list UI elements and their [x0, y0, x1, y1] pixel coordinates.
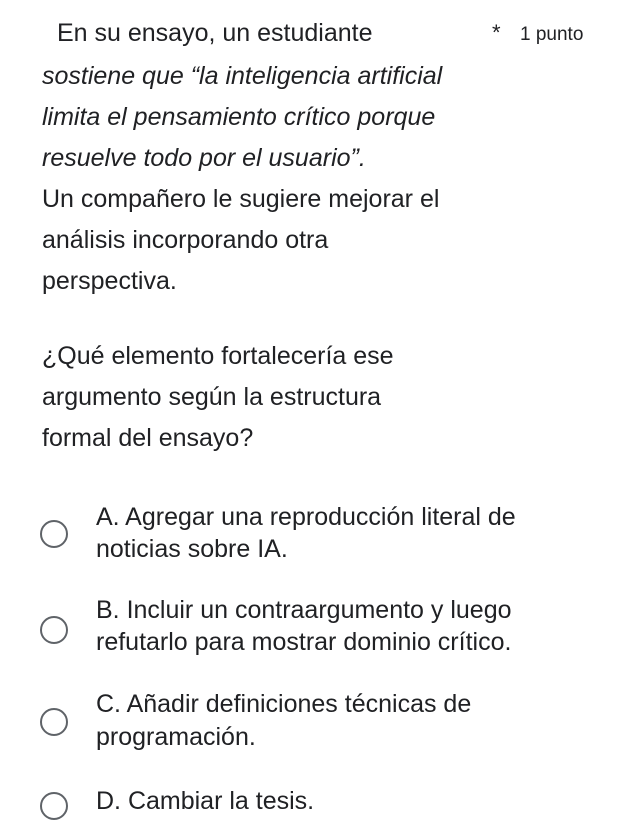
question-context-line: Un compañero le sugiere mejorar el: [42, 185, 440, 213]
answer-option-label: A. Agregar una reproducción literal de: [96, 503, 516, 531]
question-quote-line: resuelve todo por el usuario”.: [42, 144, 366, 172]
question-prompt-line: formal del ensayo?: [42, 424, 254, 452]
required-asterisk: *: [492, 20, 501, 45]
answer-option-label: noticias sobre IA.: [96, 535, 288, 563]
answer-option-a[interactable]: [40, 500, 600, 572]
answer-option-label: C. Añadir definiciones técnicas de: [96, 690, 472, 718]
answer-option-label: D. Cambiar la tesis.: [96, 787, 315, 815]
radio-circle-icon[interactable]: [40, 520, 68, 548]
question-prompt-line: argumento según la estructura: [42, 383, 382, 411]
answer-option-d[interactable]: [40, 782, 600, 818]
question-context-line: perspectiva.: [42, 267, 177, 295]
answer-option-label: refutarlo para mostrar dominio crítico.: [96, 628, 512, 656]
radio-circle-icon[interactable]: [40, 708, 68, 736]
question-prompt-line: ¿Qué elemento fortalecería ese: [42, 342, 394, 370]
question-text-line: En su ensayo, un estudiante: [57, 19, 373, 47]
answer-option-label: programación.: [96, 723, 256, 751]
question-points: 1 punto: [520, 24, 584, 45]
question-quote-line: limita el pensamiento crítico porque: [42, 103, 436, 131]
radio-circle-icon[interactable]: [40, 616, 68, 644]
answer-option-b[interactable]: [40, 592, 600, 664]
radio-circle-icon[interactable]: [40, 792, 68, 820]
question-quote-line: sostiene que “la inteligencia artificial: [42, 62, 443, 90]
question-context-line: análisis incorporando otra: [42, 226, 329, 254]
answer-option-label: B. Incluir un contraargumento y luego: [96, 596, 512, 624]
answer-option-c[interactable]: [40, 687, 600, 759]
